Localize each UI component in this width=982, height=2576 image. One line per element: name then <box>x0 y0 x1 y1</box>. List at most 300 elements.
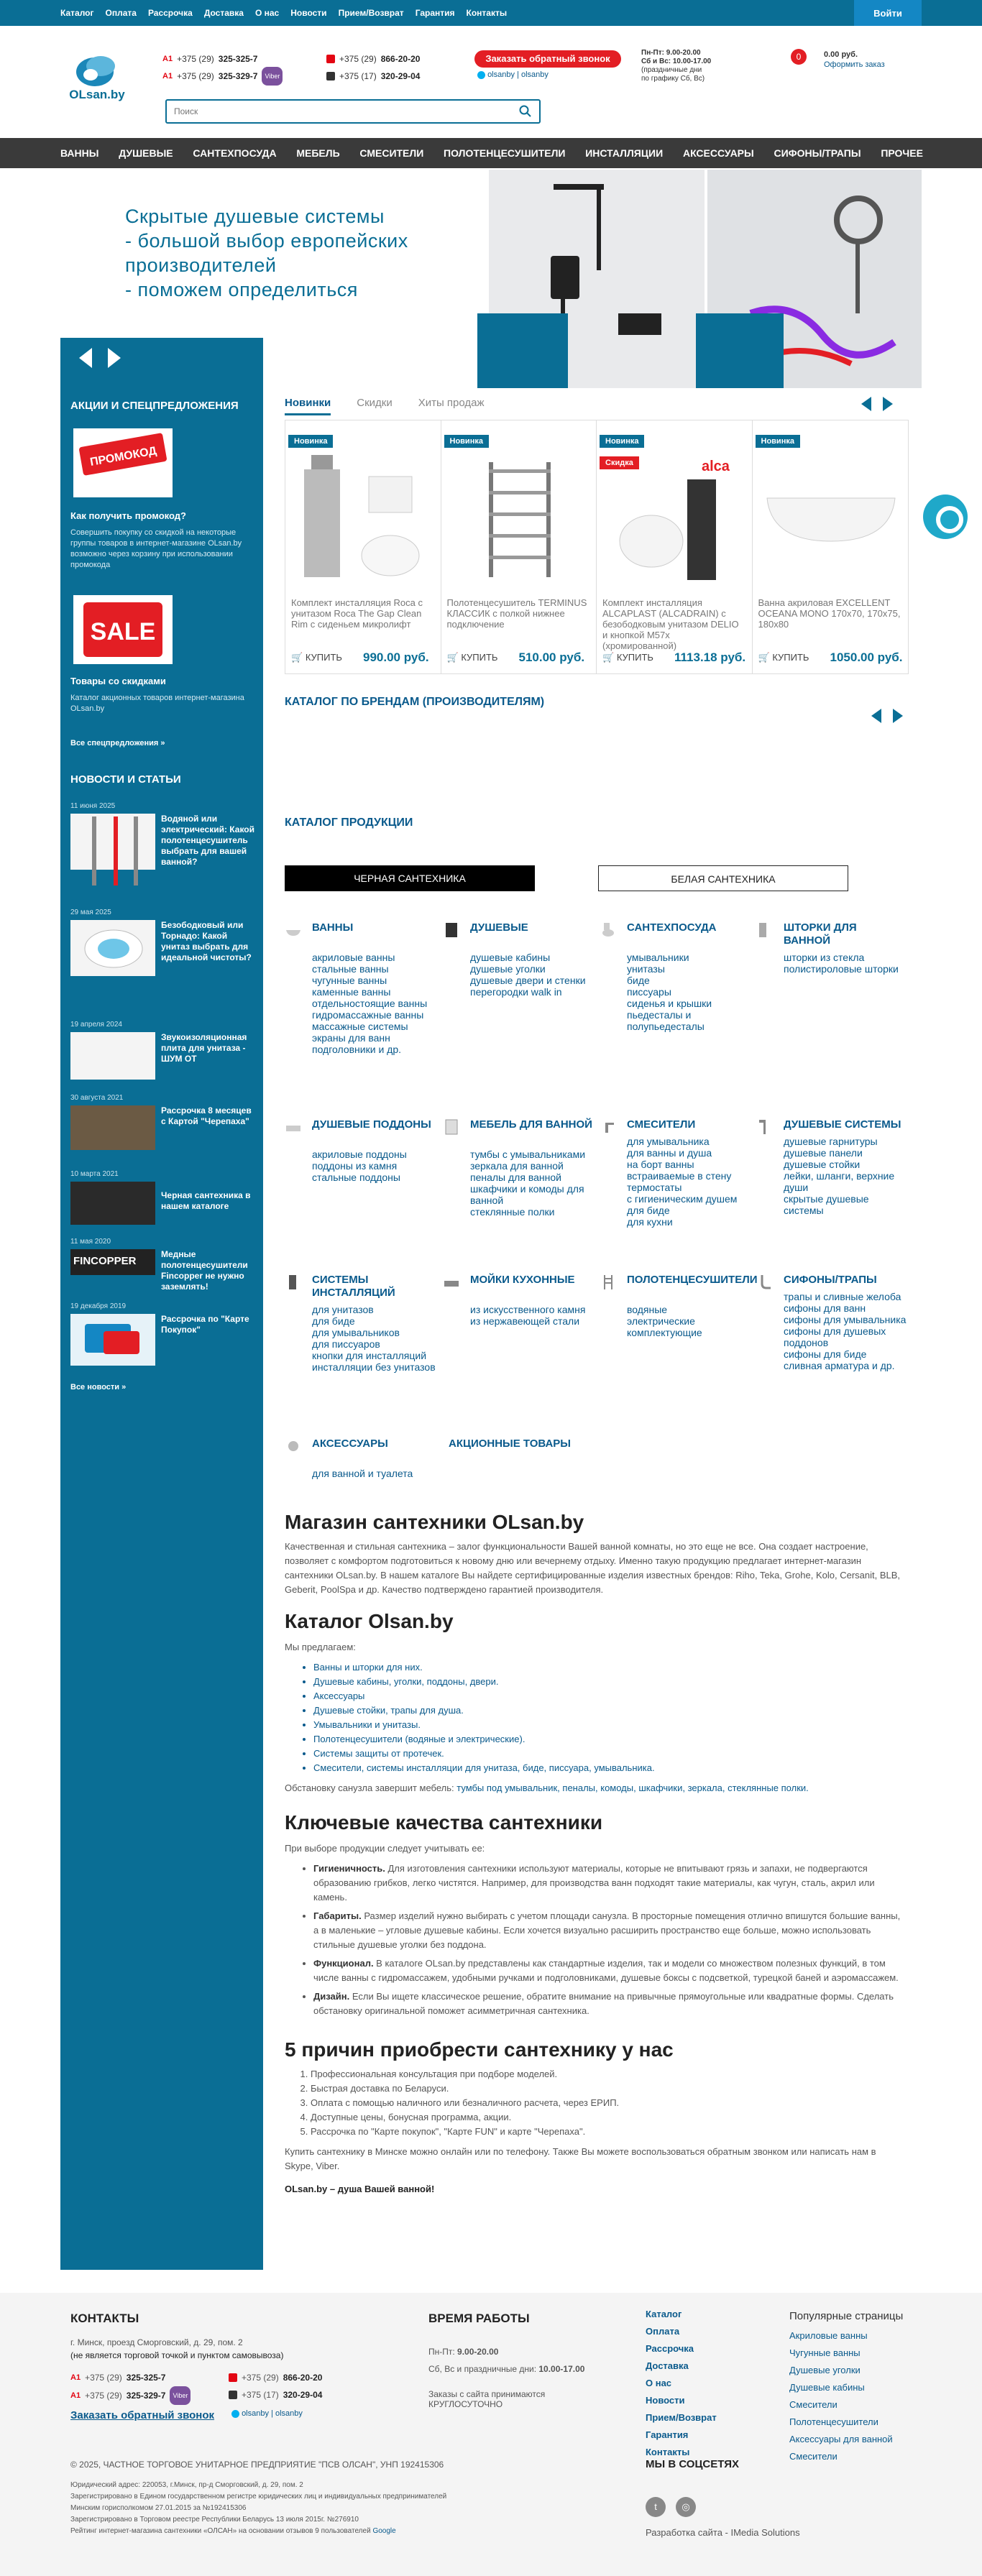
quality-item <box>313 1862 906 1905</box>
offer-intro: Мы предлагаем: <box>285 1642 356 1652</box>
top-nav-news[interactable]: Новости <box>290 8 327 18</box>
footer-popular-links <box>789 2327 893 2465</box>
category-links[interactable]: душевые кабины душевые уголки душевые двери и стенки перегородки walk in <box>470 952 586 998</box>
a1-icon: A1 <box>162 72 173 80</box>
sale-icon <box>73 595 173 664</box>
quality-item <box>313 1990 906 2018</box>
nav-accessories[interactable]: АКСЕССУАРЫ <box>682 147 754 159</box>
next-arrow-icon[interactable] <box>893 709 903 723</box>
product-arrows <box>861 397 893 411</box>
top-nav-payment[interactable]: Оплата <box>105 8 137 18</box>
footer-legal <box>70 2458 617 2537</box>
address-line: г. Минск, проезд Сморговский, д. 29, пом. 2 <box>70 2337 243 2347</box>
mts-icon <box>229 2373 237 2382</box>
footer-link-warranty[interactable]: Гарантия <box>646 2429 689 2440</box>
offer-item[interactable]: • Аксессуары <box>313 1689 655 1703</box>
news-date: 10 марта 2021 <box>70 1170 119 1178</box>
offer-item[interactable]: • Системы защиты от протечек. <box>313 1747 655 1761</box>
checkout-link[interactable]: Оформить заказ <box>824 60 885 69</box>
quality-name: Гигиеничность. <box>313 1863 385 1874</box>
category-title[interactable]: ДУШЕВЫЕ <box>470 921 528 934</box>
news-title-link[interactable]: Рассрочка по "Карте Покупок" <box>161 1314 249 1335</box>
product-price: 510.00 руб. <box>518 650 585 664</box>
buy-button[interactable] <box>291 652 342 663</box>
google-link[interactable]: Google <box>372 2527 396 2535</box>
installation-toilet-icon <box>297 448 431 584</box>
news-date: 19 декабря 2019 <box>70 1302 127 1310</box>
brand-arrows <box>871 709 903 723</box>
card-icon <box>70 1314 155 1366</box>
product-name[interactable]: Ванна акриловая EXCELLENT OCEANA MONO 170x70, 170x75, 180x80 <box>758 597 901 630</box>
callback-button[interactable]: Заказать обратный звонок <box>474 50 621 68</box>
all-news-link[interactable]: Все новости » <box>70 1383 127 1392</box>
footer-link-delivery[interactable]: Доставка <box>646 2360 689 2371</box>
popular-link[interactable]: Акриловые ванны <box>789 2330 868 2341</box>
footer-phones-mts <box>229 2369 322 2404</box>
skype-links[interactable] <box>477 70 549 79</box>
hours-value: 10.00-17.00 <box>538 2364 585 2374</box>
category-title[interactable]: ДУШЕВЫЕ СИСТЕМЫ <box>784 1118 901 1131</box>
towel-dryer-icon <box>600 1274 617 1291</box>
product-price: 990.00 руб. <box>363 650 429 664</box>
site-logo[interactable] <box>68 52 127 109</box>
quality-name: Функционал. <box>313 1958 374 1969</box>
promo-code-icon <box>73 428 173 497</box>
quality-text: Для изготовления сантехники используют материалы, которые не впитывают грязь и запахи, не подвергаются образованию грибков, легко чистятся. Например, для производства ванн подходят такие материалы, как чугун, сталь, акрил или камень. <box>313 1863 875 1903</box>
footer-link-about[interactable]: О нас <box>646 2378 672 2388</box>
new-badge: Новинка <box>444 435 489 448</box>
footer-link-payment[interactable]: Оплата <box>646 2326 680 2337</box>
instagram-icon[interactable]: ◎ <box>676 2497 696 2517</box>
footer-link-returns[interactable]: Прием/Возврат <box>646 2412 717 2423</box>
a1-icon: A1 <box>162 55 173 63</box>
buy-button[interactable] <box>758 652 809 663</box>
qualities-heading: Ключевые качества сантехники <box>285 1811 603 1834</box>
work-hours <box>641 49 711 83</box>
footer-contacts-title: КОНТАКТЫ <box>70 2312 139 2325</box>
banner-line: Скрытые душевые системы <box>125 206 385 227</box>
category-links[interactable]: для унитазов для биде для умывальников для писсуаров кнопки для инсталляций инсталляции без унитазов <box>312 1304 436 1373</box>
quality-name: Габариты. <box>313 1910 362 1921</box>
top-nav-about[interactable]: О нас <box>254 8 280 18</box>
news-thumbnail <box>70 1105 155 1150</box>
category-links[interactable]: акриловые ванны стальные ванны чугунные ванны каменные ванны отдельностоящие ванны гидромассажные ванны массажные системы экраны для ванн подголовники и др. <box>312 952 428 1055</box>
legal-line: Юридический адрес: 220053, г.Минск, пр-д Сморговский, д. 29, пом. 2 <box>70 2481 303 2489</box>
new-badge: Новинка <box>288 435 333 448</box>
curtain-icon <box>756 921 774 939</box>
nav-furniture[interactable]: МЕБЕЛЬ <box>296 147 340 159</box>
offer-item[interactable]: • Ванны и шторки для них. <box>313 1660 655 1675</box>
top-nav <box>60 0 507 26</box>
category-links[interactable]: для умывальника для ванны и душа на борт ванны встраиваемые в стену термостаты с гигиеническим душем для биде для кухни <box>627 1136 738 1228</box>
buy-paragraph: Купить сантехнику в Минске можно онлайн или по телефону. Также Вы можете воспользоваться обратным звонком или написать нам в Skype, Viber. <box>285 2146 876 2171</box>
hours-line: Пн-Пт: 9.00-20.00 <box>641 49 701 57</box>
reason-item: 5. Рассрочка по "Карте покупок", "Карте FUN" и карте "Черепаха". <box>311 2125 619 2139</box>
news-title: НОВОСТИ И СТАТЬИ <box>70 773 181 786</box>
category-title[interactable]: МОЙКИ КУХОННЫЕ <box>470 1274 575 1286</box>
offer-item[interactable]: • Душевые стойки, трапы для душа. <box>313 1703 655 1718</box>
cart-sum: 0.00 руб. <box>824 50 858 59</box>
next-arrow-icon[interactable] <box>883 397 893 411</box>
phone-a1-prefix: +375 (29) <box>177 54 214 64</box>
qualities-intro: При выборе продукции следует учитывать ее: <box>285 1843 485 1854</box>
fincopper-logo: FINCOPPER <box>73 1255 137 1267</box>
shop-heading: Магазин сантехники OLsan.by <box>285 1511 584 1533</box>
news-thumbnail <box>70 1249 155 1275</box>
news-thumbnail <box>70 920 155 976</box>
main-nav <box>0 138 982 168</box>
furniture-paragraph <box>285 1781 906 1795</box>
landline-icon <box>326 72 335 80</box>
banner-text <box>125 204 408 302</box>
legal-line: Рейтинг интернет-магазина сантехники «ОЛСАН» на основании отзывов 9 пользователей <box>70 2527 373 2535</box>
news-date: 11 мая 2020 <box>70 1238 111 1246</box>
hours-label: Сб, Вс и праздничные дни: <box>428 2364 539 2374</box>
buy-label: КУПИТЬ <box>461 652 498 663</box>
footer-links <box>646 2306 717 2461</box>
quality-text: Если Вы ищете классическое решение, обратите внимание на привычные прямоугольные или квадратные формы. Сделать обстановку оригинальной поможет асимметричная сантехника. <box>313 1991 894 2016</box>
quality-item <box>313 1956 906 1985</box>
footer-phone-a1-2[interactable]: 325-329-7 <box>126 2391 166 2401</box>
a1-icon: A1 <box>70 2373 81 2382</box>
popular-link[interactable]: Душевые кабины <box>789 2382 865 2393</box>
search-icon[interactable] <box>519 105 532 118</box>
category-title[interactable]: ПОЛОТЕНЦЕСУШИТЕЛИ <box>627 1274 758 1286</box>
product-name[interactable]: Комплект инсталляция ALCAPLAST (ALCADRAIN) с безободковым унитазом DELIO и кнопкой M57x (хромированной) <box>602 597 739 651</box>
category-links[interactable]: душевые гарнитуры душевые панели душевые стойки лейки, шланги, верхние души скрытые душевые системы <box>784 1136 895 1216</box>
promos-title: АКЦИИ И СПЕЦПРЕДЛОЖЕНИЯ <box>70 400 239 412</box>
top-nav-delivery[interactable]: Доставка <box>203 8 244 18</box>
category-links[interactable]: из искусственного камня из нержавеющей стали <box>470 1304 586 1327</box>
promo-text: Совершить покупку со скидкой на некоторые группы товаров в интернет-магазине OLsan.by возможно через корзину при использовании промокода <box>70 528 242 569</box>
sale-heading[interactable]: Товары со скидками <box>70 676 166 686</box>
category-title[interactable]: СИСТЕМЫ ИНСТАЛЛЯЦИЙ <box>312 1274 395 1299</box>
product-card[interactable] <box>285 420 441 673</box>
product-image[interactable] <box>453 448 587 584</box>
offer-list <box>313 1660 655 1775</box>
chat-widget-icon[interactable] <box>923 494 968 539</box>
news-item[interactable] <box>70 1170 254 1220</box>
news-thumbnail <box>70 1314 155 1366</box>
developer-credit[interactable]: Разработка сайта - IMedia Solutions <box>646 2527 800 2538</box>
search-box <box>165 99 541 124</box>
landline-icon <box>229 2391 237 2399</box>
phone-mts-prefix: +375 (29) <box>242 2373 279 2383</box>
phone-mts[interactable]: 866-20-20 <box>380 54 421 64</box>
twitter-icon[interactable]: t <box>646 2497 666 2517</box>
top-nav-warranty[interactable]: Гарантия <box>415 8 455 18</box>
social-links <box>646 2497 696 2517</box>
popular-link[interactable]: Полотенцесушители <box>789 2416 878 2427</box>
footer-address <box>70 2336 283 2362</box>
search-input[interactable] <box>174 105 505 118</box>
nav-towel-dryers[interactable]: ПОЛОТЕНЦЕСУШИТЕЛИ <box>444 147 566 159</box>
banner-line: - поможем определиться <box>125 279 358 300</box>
news-title-link[interactable]: Черная сантехника в нашем каталоге <box>161 1190 251 1211</box>
accessory-icon <box>285 1438 302 1455</box>
phone-a1-prefix: +375 (29) <box>85 2373 122 2383</box>
cart-count: 0 <box>796 52 802 62</box>
buy-label: КУПИТЬ <box>616 652 653 663</box>
category-title[interactable]: САНТЕХПОСУДА <box>627 921 717 934</box>
product-image[interactable] <box>764 448 898 584</box>
arrow-right-icon[interactable] <box>108 348 121 368</box>
offer-item[interactable]: • Смесители, системы инсталляции для унитаза, биде, писсуара, умывальника. <box>313 1761 655 1775</box>
hours-label: Пн-Пт: <box>428 2347 458 2357</box>
banner-decor <box>477 313 568 388</box>
news-date: 19 апреля 2024 <box>70 1021 122 1029</box>
category-title[interactable]: ШТОРКИ ДЛЯ ВАННОЙ <box>784 921 857 947</box>
top-nav-catalog[interactable]: Каталог <box>60 8 94 18</box>
cart-icon: 🛒 <box>758 652 770 663</box>
category-links[interactable]: акриловые поддоны поддоны из камня стальные поддоны <box>312 1149 407 1183</box>
logo-drop-icon <box>73 52 121 89</box>
news-title-link[interactable]: Звукоизоляционная плита для унитаза - ШУМ ОТ <box>161 1032 247 1064</box>
reason-item: 2. Быстрая доставка по Беларуси. <box>311 2082 619 2096</box>
nav-other[interactable]: ПРОЧЕЕ <box>881 147 923 159</box>
phone-a1-prefix: +375 (29) <box>177 71 214 81</box>
news-item[interactable] <box>70 1021 254 1078</box>
sink-icon <box>443 1274 460 1291</box>
phone-a1-prefix: +375 (29) <box>85 2391 122 2401</box>
faucet-icon <box>600 1118 617 1136</box>
category-title[interactable]: ВАННЫ <box>312 921 354 934</box>
towel-dryer-icon <box>70 814 155 888</box>
reason-item: 4. Доступные цены, бонусная программа, акции. <box>311 2110 619 2125</box>
bath-icon <box>285 921 302 939</box>
catalog-heading: Каталог Olsan.by <box>285 1610 454 1632</box>
cart-icon: 🛒 <box>446 652 459 663</box>
nav-siphons[interactable]: СИФОНЫ/ТРАПЫ <box>774 147 861 159</box>
footer-skype[interactable] <box>231 2409 303 2418</box>
quality-text: В каталоге OLsan.by представлены как стандартные изделия, так и модели со множеством полезных функций, в том числе ванны с гидромассажем, удобными ручками и подголовниками, душевые боксы с подсветкой, турецкой баней и аэромассажем. <box>313 1958 899 1983</box>
footer-callback-link[interactable]: Заказать обратный звонок <box>70 2409 215 2421</box>
tab-new[interactable]: Новинки <box>285 397 331 415</box>
category-links[interactable]: умывальники унитазы биде писсуары сиденья и крышки пьедесталы и полупьедесталы <box>627 952 712 1032</box>
towel-dryer-icon <box>453 448 587 584</box>
news-title-link[interactable]: Медные полотенцесушители Fincopper не нужно заземлять! <box>161 1249 248 1292</box>
top-nav-contacts[interactable]: Контакты <box>466 8 508 18</box>
category-title[interactable]: ДУШЕВЫЕ ПОДДОНЫ <box>312 1118 431 1131</box>
new-badge: Новинка <box>756 435 800 448</box>
buy-button[interactable] <box>602 652 653 663</box>
header-phones-a1 <box>162 50 283 85</box>
address-note: (не является торговой точкой и пунктом самовывоза) <box>70 2350 284 2360</box>
product-image[interactable] <box>297 448 431 584</box>
header-phones-mts <box>326 50 420 85</box>
nav-installations[interactable]: ИНСТАЛЛЯЦИИ <box>585 147 664 159</box>
buy-button[interactable] <box>447 652 498 663</box>
news-thumbnail <box>70 1182 155 1225</box>
footer-link-catalog[interactable]: Каталог <box>646 2309 682 2319</box>
hours-line: по графику Сб, Вс) <box>641 75 705 83</box>
banner-line: производителей <box>125 254 277 276</box>
new-badge: Новинка <box>600 435 644 448</box>
nav-showers[interactable]: ДУШЕВЫЕ <box>119 147 173 159</box>
prev-arrow-icon[interactable] <box>871 709 881 723</box>
category-title[interactable]: АКСЕССУАРЫ <box>312 1438 388 1450</box>
top-nav-installment[interactable]: Рассрочка <box>147 8 193 18</box>
popular-link[interactable]: Чугунные ванны <box>789 2347 861 2358</box>
cart-icon: 🛒 <box>291 652 303 663</box>
shower-tray-icon <box>285 1118 302 1136</box>
siphon-icon <box>756 1274 774 1291</box>
furniture-links[interactable]: тумбы под умывальник, пеналы, комоды, шкафчики, зеркала, стеклянные полки. <box>456 1782 809 1793</box>
all-promos-link[interactable]: Все спецпредложения » <box>70 739 165 748</box>
footer-phone-city[interactable]: 320-29-04 <box>283 2390 323 2400</box>
popular-link[interactable]: Аксессуары для ванной <box>789 2434 893 2444</box>
footer-link-contacts[interactable]: Контакты <box>646 2447 690 2457</box>
viber-badge[interactable]: Viber <box>262 67 283 86</box>
news-date: 29 мая 2025 <box>70 908 111 916</box>
furniture-text: Обстановку санузла завершит мебель: <box>285 1782 457 1793</box>
phone-a1-1[interactable]: 325-325-7 <box>218 54 258 64</box>
white-sanitary-button[interactable]: БЕЛАЯ САНТЕХНИКА <box>598 865 848 891</box>
category-links[interactable]: тумбы с умывальниками зеркала для ванной пеналы для ванной шкафчики и комоды для ванной стеклянные полки <box>470 1149 586 1218</box>
category-title[interactable]: АКЦИОННЫЕ ТОВАРЫ <box>449 1438 571 1450</box>
promo-code-image[interactable] <box>73 428 173 497</box>
product-name[interactable]: Комплект инсталляция Roca с унитазом Roca The Gap Clean Rim с сиденьем микролифт <box>291 597 423 630</box>
popular-link[interactable]: Душевые уголки <box>789 2365 861 2375</box>
news-title-link[interactable]: Рассрочка 8 месяцев с Картой "Черепаха" <box>161 1105 252 1126</box>
popular-link[interactable]: Смесители <box>789 2451 838 2462</box>
category-title[interactable]: МЕБЕЛЬ ДЛЯ ВАННОЙ <box>470 1118 592 1131</box>
buy-label: КУПИТЬ <box>772 652 809 663</box>
viber-badge[interactable]: Viber <box>170 2386 191 2405</box>
catalog-title: КАТАЛОГ ПРОДУКЦИИ <box>285 816 413 829</box>
reason-item: 3. Оплата с помощью наличного или безналичного расчета, через ЕРИП. <box>311 2096 619 2110</box>
quality-item <box>313 1909 906 1952</box>
toilet-icon <box>600 921 617 939</box>
phone-city-prefix: +375 (17) <box>242 2390 279 2400</box>
banner-line: - большой выбор европейских <box>125 230 408 252</box>
tab-discounts[interactable]: Скидки <box>357 397 393 409</box>
phone-city-prefix: +375 (17) <box>339 71 377 81</box>
top-bar <box>0 0 982 26</box>
product-card[interactable] <box>441 420 597 673</box>
quality-text: Размер изделий нужно выбирать с учетом площади санузла. В просторные помещения отлично впишутся большие ванны, а в маленькие – угловые душевые кабины. Если хочется визуально расширить пространство еще больше, можно использовать стильные душевые уголки без поддона. <box>313 1910 901 1950</box>
mts-icon <box>326 55 335 63</box>
footer-hours <box>428 2343 584 2409</box>
skype-icon <box>477 71 485 79</box>
skype-text[interactable]: olsanby | olsanby <box>487 70 549 79</box>
footer-link-installment[interactable]: Рассрочка <box>646 2343 694 2354</box>
sale-image-text: SALE <box>90 618 156 645</box>
legal-line: Минским горисполкомом 27.01.2015 за №192415306 <box>70 2504 247 2512</box>
news-date: 11 июня 2025 <box>70 802 116 810</box>
arrow-left-icon[interactable] <box>79 348 92 368</box>
black-sanitary-button[interactable]: ЧЕРНАЯ САНТЕХНИКА <box>285 865 535 891</box>
slogan: OLsan.by – душа Вашей ванной! <box>285 2184 435 2194</box>
footer-link-news[interactable]: Новости <box>646 2395 685 2406</box>
news-thumbnail <box>70 814 155 870</box>
discount-badge: Скидка <box>600 456 639 469</box>
login-button[interactable]: Войти <box>854 0 922 26</box>
nav-faucets[interactable]: СМЕСИТЕЛИ <box>359 147 424 159</box>
news-item[interactable] <box>70 1302 254 1367</box>
hours-line: Сб и Вс: 10.00-17.00 <box>641 58 712 65</box>
qualities-list <box>313 1862 906 2023</box>
footer-phone-a1-1[interactable]: 325-325-7 <box>126 2373 166 2383</box>
footer-hours-title: ВРЕМЯ РАБОТЫ <box>428 2312 530 2325</box>
offer-item[interactable]: • Полотенцесушители (водяные и электрические). <box>313 1732 655 1747</box>
nav-sanitary[interactable]: САНТЕХПОСУДА <box>193 147 277 159</box>
product-tabs <box>285 397 485 415</box>
promo-heading[interactable]: Как получить промокод? <box>70 510 186 521</box>
prev-arrow-icon[interactable] <box>861 397 871 411</box>
footer-social-title: МЫ В СОЦСЕТЯХ <box>646 2458 740 2470</box>
footer-popular-title: Популярные страницы <box>789 2310 904 2322</box>
cart-icon[interactable] <box>791 49 807 65</box>
svg-text:alca: alca <box>702 459 730 474</box>
category-links[interactable]: трапы и сливные желоба сифоны для ванн сифоны для умывальника сифоны для душевых поддонов сифоны для биде сливная арматура и др. <box>784 1291 907 1371</box>
top-nav-returns[interactable]: Прием/Возврат <box>338 8 404 18</box>
phone-a1-2[interactable]: 325-329-7 <box>218 71 258 81</box>
installation-icon <box>285 1274 302 1291</box>
offer-item[interactable]: • Умывальники и унитазы. <box>313 1718 655 1732</box>
category-links[interactable]: для ванной и туалета <box>312 1468 413 1479</box>
skype-text[interactable]: olsanby | olsanby <box>242 2409 303 2418</box>
banner-decor <box>696 313 784 388</box>
footer-phone-mts[interactable]: 866-20-20 <box>283 2373 323 2383</box>
category-links[interactable]: шторки из стекла полистироловые шторки <box>784 952 899 975</box>
cabinet-icon <box>443 1118 460 1136</box>
nav-baths[interactable]: ВАННЫ <box>60 147 99 159</box>
product-name[interactable]: Полотенцесушитель TERMINUS КЛАССИК с полкой нижнее подключение <box>446 597 587 630</box>
cart-icon: 🛒 <box>602 652 615 663</box>
hours-orders: Заказы с сайта принимаются КРУГЛОСУТОЧНО <box>428 2389 546 2409</box>
category-title[interactable]: СИФОНЫ/ТРАПЫ <box>784 1274 877 1286</box>
product-price: 1113.18 руб. <box>674 650 746 664</box>
tab-bestsellers[interactable]: Хиты продаж <box>418 397 485 409</box>
phone-mts-prefix: +375 (29) <box>339 54 377 64</box>
shower-cabin-icon <box>443 921 460 939</box>
sale-image[interactable] <box>73 595 173 664</box>
news-item[interactable] <box>70 908 254 973</box>
toilet-icon <box>70 920 155 976</box>
shop-paragraph: Качественная и стильная сантехника – залог функциональности Вашей ванной комнаты, но это еще не все. Она создает настроение, позволяет с комфортом подготовиться к новому дню или вечернему отдыху. Именно такую продукцию предлагает интернет-магазин сантехники OLsan.by. В нашем каталоге Вы найдете сертифицированные изделия известных брендов: Riho, Teka, Grohe, Kolo, Cersanit, BLB, Geberit, PoolSpa и др. Качество подтверждено гарантией производителя. <box>285 1541 901 1595</box>
reasons-list <box>311 2067 619 2139</box>
shower-head-icon <box>756 1118 774 1136</box>
category-links[interactable]: водяные электрические комплектующие <box>627 1304 702 1338</box>
category-title[interactable]: СМЕСИТЕЛИ <box>627 1118 696 1131</box>
sale-text: Каталог акционных товаров интернет-магазина OLsan.by <box>70 694 244 713</box>
news-item[interactable] <box>70 1238 254 1295</box>
banner-arrows <box>79 348 121 368</box>
news-item[interactable] <box>70 802 254 874</box>
hours-value: 9.00-20.00 <box>457 2347 499 2357</box>
skype-icon <box>231 2410 239 2418</box>
offer-item[interactable]: • Душевые кабины, уголки, поддоны, двери. <box>313 1675 655 1689</box>
product-card[interactable] <box>597 420 753 673</box>
buy-label: КУПИТЬ <box>305 652 342 663</box>
quality-name: Дизайн. <box>313 1991 350 2002</box>
news-item[interactable] <box>70 1094 254 1151</box>
news-date: 30 августа 2021 <box>70 1094 124 1102</box>
news-title-link[interactable]: Безободковый или Торнадо: Какой унитаз выбрать для идеальной чистоты? <box>161 920 252 962</box>
legal-line: Зарегистрировано в Едином государственном регистре юридических лиц и индивидуальных предпринимателей <box>70 2493 447 2501</box>
reason-item: 1. Профессиональная консультация при подборе моделей. <box>311 2067 619 2082</box>
product-card[interactable] <box>753 420 909 673</box>
phone-city[interactable]: 320-29-04 <box>380 71 421 81</box>
news-thumbnail <box>70 1032 155 1080</box>
bathtub-icon <box>764 448 898 584</box>
news-title-link[interactable]: Водяной или электрический: Какой полотенцесушитель выбрать для вашей ванной? <box>161 814 255 867</box>
hours-line: (праздничные дни <box>641 66 702 74</box>
promo-image-text: ПРОМОКОД <box>89 444 158 469</box>
copyright: © 2025, ЧАСТНОЕ ТОРГОВОЕ УНИТАРНОЕ ПРЕДПРИЯТИЕ "ПСВ ОЛСАН", УНП 192415306 <box>70 2460 444 2470</box>
popular-link[interactable]: Смесители <box>789 2399 838 2410</box>
